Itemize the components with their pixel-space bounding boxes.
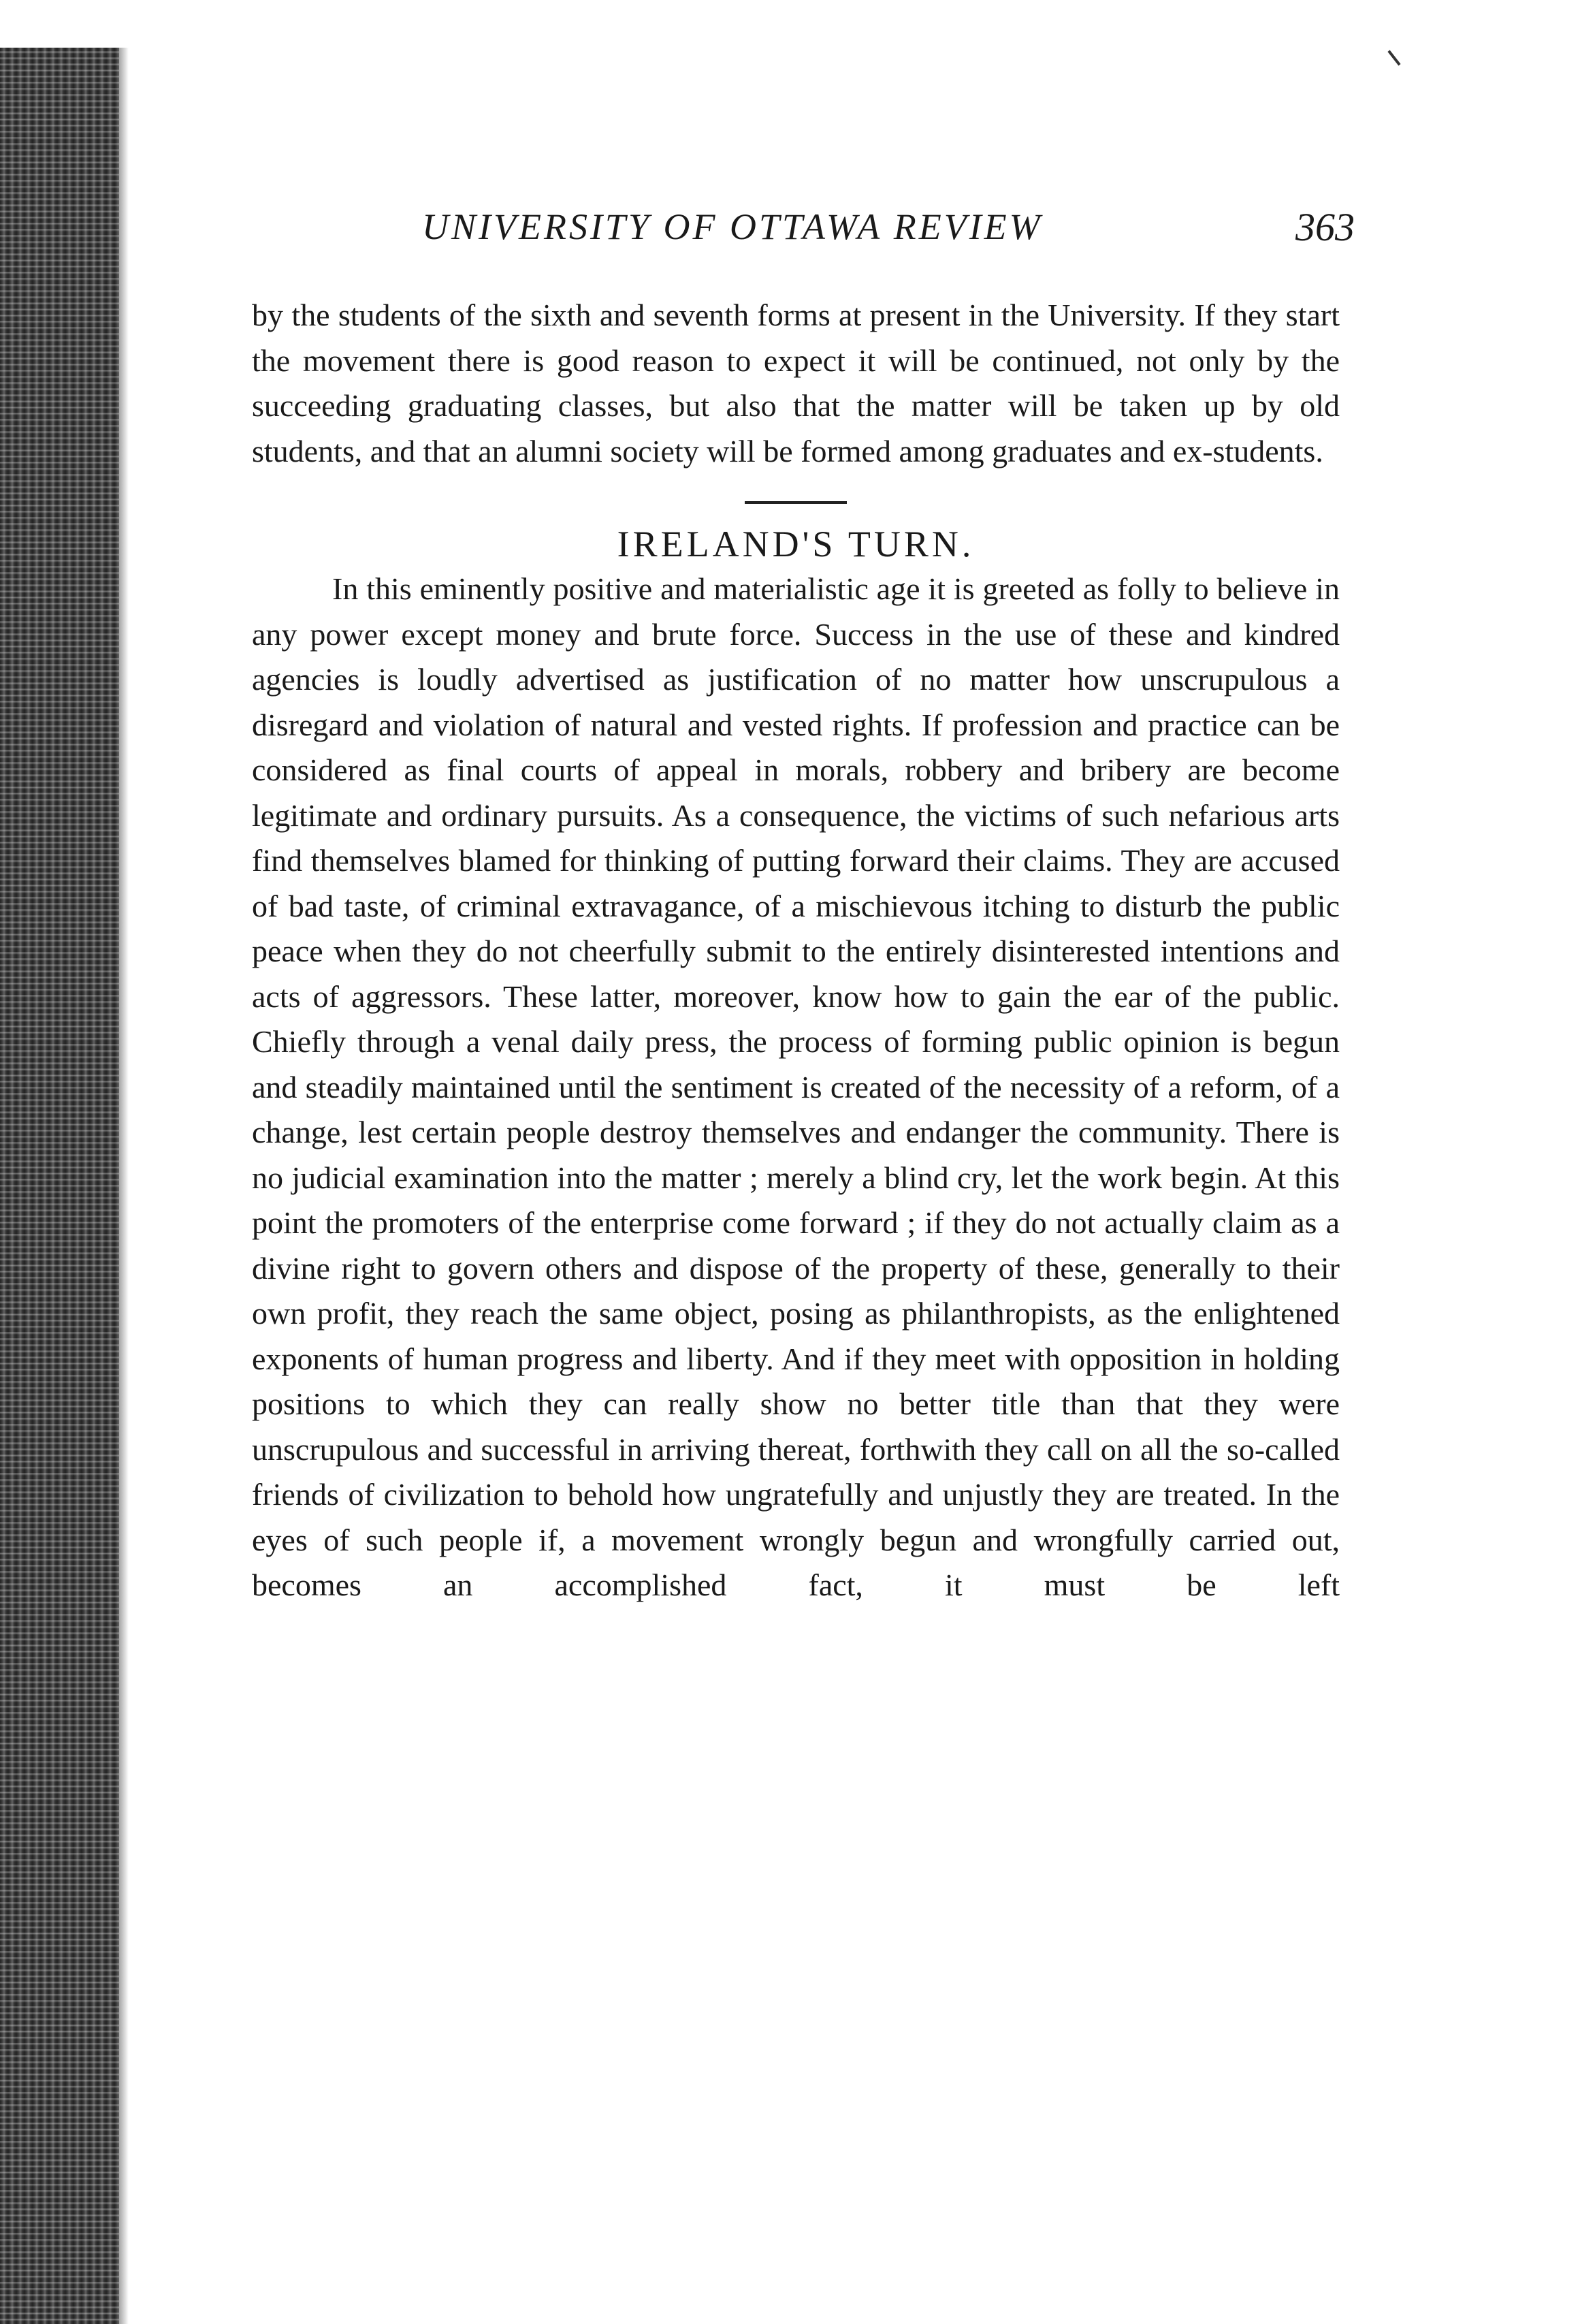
binding-shadow — [119, 48, 129, 2324]
running-title: UNIVERSITY OF OTTAWA REVIEW — [422, 206, 1043, 247]
page-header — [252, 206, 1355, 260]
page-body — [252, 293, 1340, 1608]
section-divider — [745, 501, 847, 504]
intro-paragraph: by the students of the sixth and seventh forms at present in the University. If they start the movement there is good reason to expect it will be continued, not only by the succeeding graduating classes, but also that the matter will be taken up by old students, and that an alumni society will be formed among graduates and ex-students. — [252, 298, 1340, 468]
page-number: 363 — [1295, 205, 1355, 249]
scanned-binding-edge — [0, 48, 119, 2324]
scan-mark — [1387, 50, 1400, 66]
body-paragraph: In this eminently positive and materialistic age it is greeted as folly to believe in any power except money and brute force. Success in the use of these and kindred agencies is loudly advertised as justification of no matter how unscrupulous a disregard and violation of natural and vested rights. If profession and practice can be considered as final courts of appeal in morals, robbery and bribery are become legitimate and ordinary pursuits. As a consequence, the victims of such nefarious arts find themselves blamed for thinking of putting forward their claims. They are accused of bad taste, of criminal extravagance, of a mischievous itching to disturb the public peace when they do not cheerfully submit to the entirely disinterested intentions and acts of aggressors. These latter, moreover, know how to gain the ear of the public. Chiefly through a venal daily press, the process of forming public opinion is begun and steadily maintained until the sentiment is created of the necessity of a reform, of a change, lest certain people destroy themselves and endanger the community. There is no judicial examination into the matter ; merely a blind cry, let the work begin. At this point the promoters of the enterprise come forward ; if they do not actually claim as a divine right to govern others and dispose of the property of these, generally to their own profit, they reach the same object, posing as philanthropists, as the enlightened exponents of human progress and liberty. And if they meet with opposition in holding positions to which they can really show no better title than that they were unscrupulous and successful in arriving thereat, forthwith they call on all the so-called friends of civilization to behold how ungratefully and unjustly they are treated. In the eyes of such people if, a movement wrongly begun and wrongfully carried out, becomes an accomplished fact, it must be left — [252, 571, 1340, 1602]
section-heading: IRELAND'S TURN. — [617, 524, 975, 564]
